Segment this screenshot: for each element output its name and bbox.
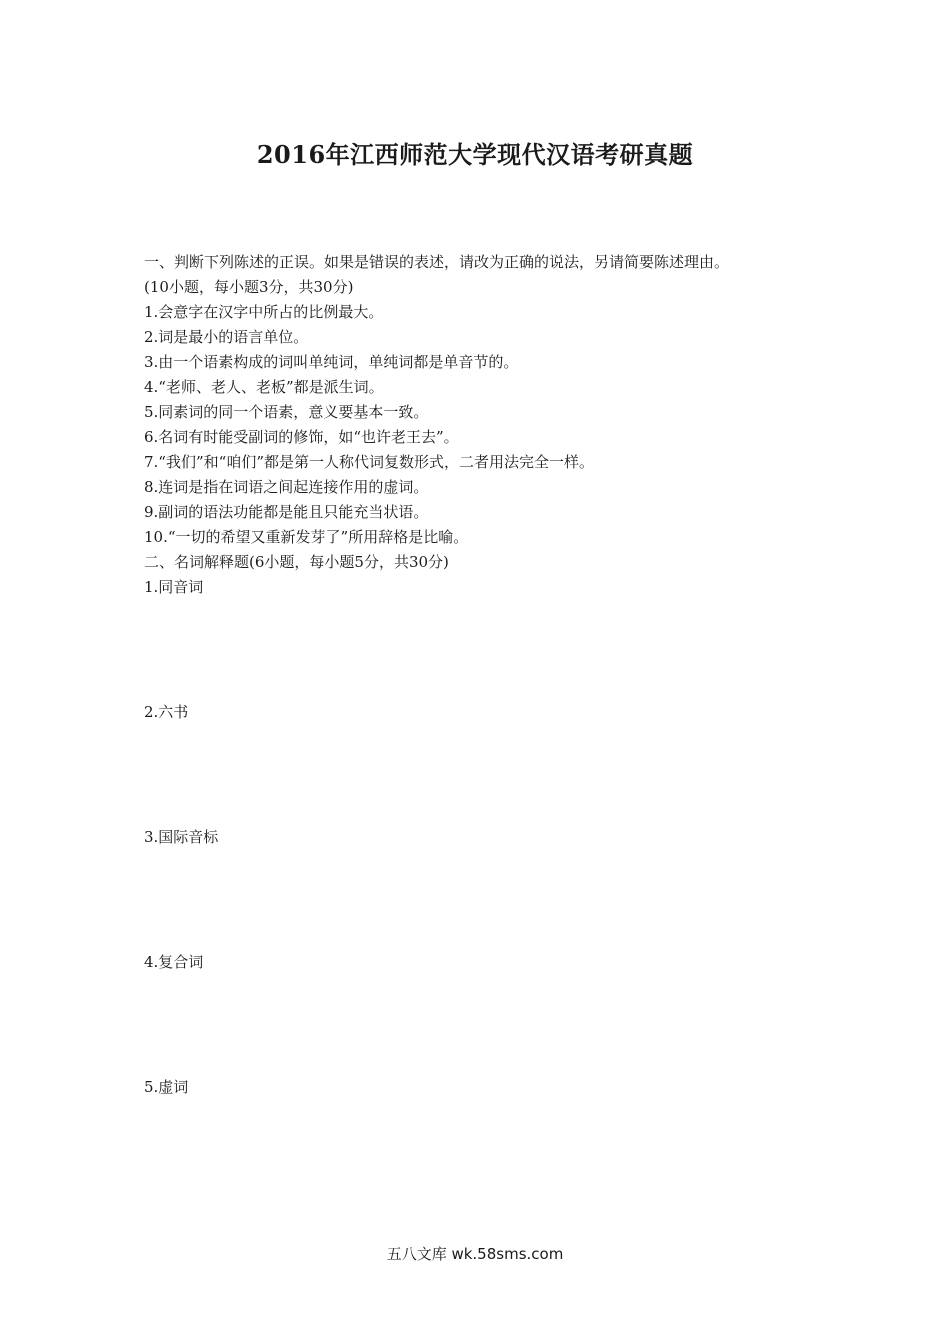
answer-space	[144, 600, 824, 700]
term-item: 5.虚词	[144, 1078, 189, 1096]
judgement-item: 10.“一切的希望又重新发芽了”所用辞格是比喻。	[144, 528, 469, 546]
footer-watermark: 五八文库 wk.58sms.com	[386, 1245, 564, 1263]
page-title: 2016年江西师范大学现代汉语考研真题	[256, 140, 694, 169]
term-item: 4.复合词	[144, 953, 204, 971]
term-item: 1.同音词	[144, 578, 204, 596]
judgement-item: 9.副词的语法功能都是能且只能充当状语。	[144, 503, 429, 521]
judgement-item: 3.由一个语素构成的词叫单纯词，单纯词都是单音节的。	[144, 353, 519, 371]
answer-space	[144, 725, 824, 825]
judgement-item: 8.连词是指在词语之间起连接作用的虚词。	[144, 478, 429, 496]
document-body	[144, 250, 824, 1100]
judgement-item: 7.“我们”和“咱们”都是第一人称代词复数形式，二者用法完全一样。	[144, 453, 594, 471]
section-1-heading: 一、判断下列陈述的正误。如果是错误的表述，请改为正确的说法，另请简要陈述理由。	[144, 253, 730, 271]
section-1-note: (10小题，每小题3分，共30分)	[144, 278, 354, 296]
judgement-item: 4.“老师、老人、老板”都是派生词。	[144, 378, 384, 396]
answer-space	[144, 850, 824, 950]
judgement-item: 2.词是最小的语言单位。	[144, 328, 309, 346]
answer-space	[144, 975, 824, 1075]
term-item: 3.国际音标	[144, 828, 219, 846]
term-item: 2.六书	[144, 703, 189, 721]
section-2-heading: 二、名词解释题(6小题，每小题5分，共30分)	[144, 553, 449, 571]
judgement-item: 1.会意字在汉字中所占的比例最大。	[144, 303, 384, 321]
judgement-item: 5.同素词的同一个语素，意义要基本一致。	[144, 403, 429, 421]
judgement-item: 6.名词有时能受副词的修饰，如“也许老王去”。	[144, 428, 459, 446]
